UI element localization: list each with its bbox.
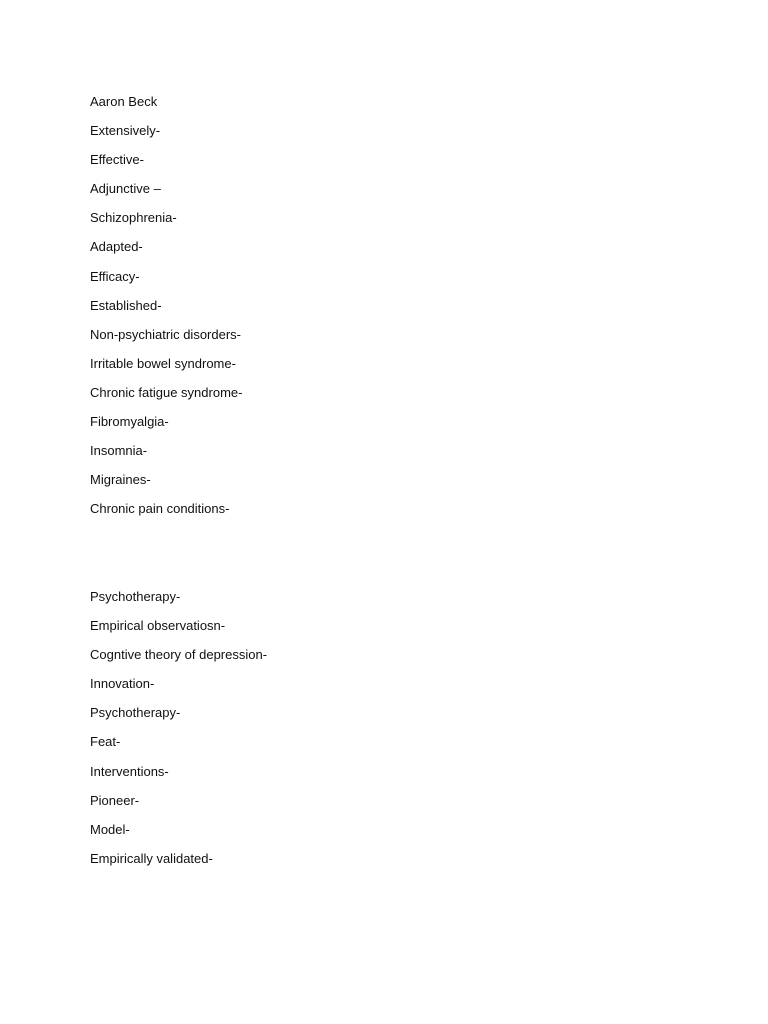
term-line: Efficacy-	[90, 268, 140, 284]
term-line: Schizophrenia-	[90, 210, 177, 226]
term-line: Insomnia-	[90, 443, 148, 459]
term-line: Established-	[90, 297, 162, 313]
term-list-section-2	[90, 587, 267, 878]
term-line: Feat-	[90, 734, 121, 750]
term-line: Chronic pain conditions-	[90, 501, 230, 517]
term-line: Model-	[90, 821, 130, 837]
term-line: Non-psychiatric disorders-	[90, 326, 241, 342]
term-line: Adjunctive –	[90, 181, 161, 197]
term-line: Cogntive theory of depression-	[90, 647, 268, 663]
term-line: Adapted-	[90, 239, 143, 255]
term-line: Extensively-	[90, 123, 161, 139]
term-line: Psychotherapy-	[90, 589, 181, 604]
term-line: Fibromyalgia-	[90, 414, 169, 430]
term-line: Aaron Beck	[90, 94, 158, 109]
term-line: Empirical observatiosn-	[90, 618, 226, 634]
term-line: Effective-	[90, 152, 144, 168]
term-line: Irritable bowel syndrome-	[90, 355, 236, 371]
term-list-section-1	[90, 92, 242, 528]
term-line: Migraines-	[90, 472, 151, 488]
term-line: Empirically validated-	[90, 850, 213, 866]
term-line: Interventions-	[90, 763, 169, 779]
term-line: Chronic fatigue syndrome-	[90, 384, 243, 400]
term-line: Psychotherapy-	[90, 705, 181, 721]
term-line: Innovation-	[90, 676, 155, 692]
term-line: Pioneer-	[90, 792, 140, 808]
